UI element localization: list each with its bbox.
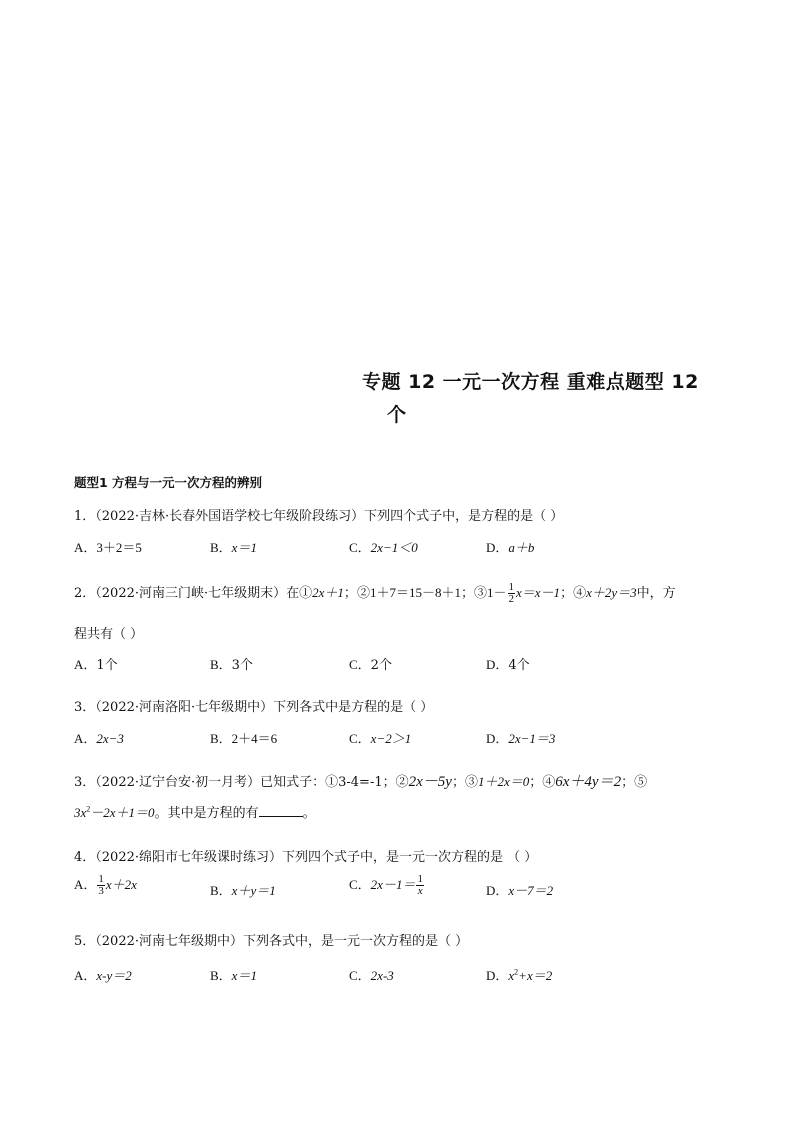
question-4-option-a: A． $\frac{1}{3}$ x＋2x: [74, 873, 137, 897]
page-title: 专题 12 一元一次方程 重难点题型 12: [362, 371, 699, 393]
question-2-option-b: B．3个: [210, 657, 253, 673]
question-5-option-a: A．x-y＝2: [74, 968, 132, 983]
answer-blank[interactable]: [259, 804, 303, 817]
question-3-option-b: B．2＋4＝6: [210, 731, 278, 746]
question-1-stem: 1．（2022·吉林·长春外国语学校七年级阶段练习）下列四个式子中，是方程的是（ ）: [74, 509, 564, 524]
question-3-option-c: C．x−2＞1: [349, 731, 412, 746]
question-3b-stem-line2: $3x^2-2x+1=0$。其中是方程的有 。: [74, 804, 316, 821]
question-4-stem: 4．（2022·绵阳市七年级课时练习）下列四个式子中，是一元一次方程的是 （ ）: [74, 850, 538, 865]
question-2-option-d: D．4个: [486, 657, 530, 673]
question-1-option-b: B．x＝1: [210, 540, 257, 555]
question-5-option-d: D．$x^2+x=2$: [486, 967, 553, 983]
question-1-option-c: C．2x−1＜0: [349, 540, 418, 555]
question-5-option-c: C．2x-3: [349, 968, 394, 983]
question-3-stem: 3．（2022·河南洛阳·七年级期中）下列各式中是方程的是（ ）: [74, 700, 434, 715]
question-2-option-c: C．2个: [349, 657, 392, 673]
question-3b-stem: 3．（2022·辽宁台安·初一月考）已知式子：①3-4=-1；②2x－5y；③1＋2x＝0；④6x＋4y＝2；⑤: [74, 774, 648, 790]
question-2-stem: 2．（2022·河南三门峡·七年级期末）在①2x＋1；②1＋7＝15－8＋1；③1－ $\frac{1}{2}$ x＝x－1；④x＋2y＝3中，方: [74, 581, 676, 605]
question-2-option-a: A．1个: [74, 657, 118, 673]
question-1-option-a: A．3＋2＝5: [74, 540, 142, 555]
question-5-option-b: B．x＝1: [210, 968, 257, 983]
section-heading: 题型1 方程与一元一次方程的辨别: [74, 475, 263, 490]
question-3-option-d: D．2x−1＝3: [486, 731, 556, 746]
question-3-option-a: A．2x−3: [74, 731, 124, 746]
question-5-stem: 5．（2022·河南七年级期中）下列各式中，是一元一次方程的是（ ）: [74, 934, 469, 949]
question-4-option-d: D．x－7＝2: [486, 883, 554, 898]
question-4-option-c: C．2x－1＝ $\frac{1}{x}$: [349, 873, 423, 897]
page-title-continuation: 个: [387, 404, 407, 426]
question-4-option-b: B．x＋y＝1: [210, 883, 276, 898]
question-2-stem-line2: 程共有（ ）: [74, 627, 144, 642]
question-1-option-d: D．a＋b: [486, 540, 535, 555]
